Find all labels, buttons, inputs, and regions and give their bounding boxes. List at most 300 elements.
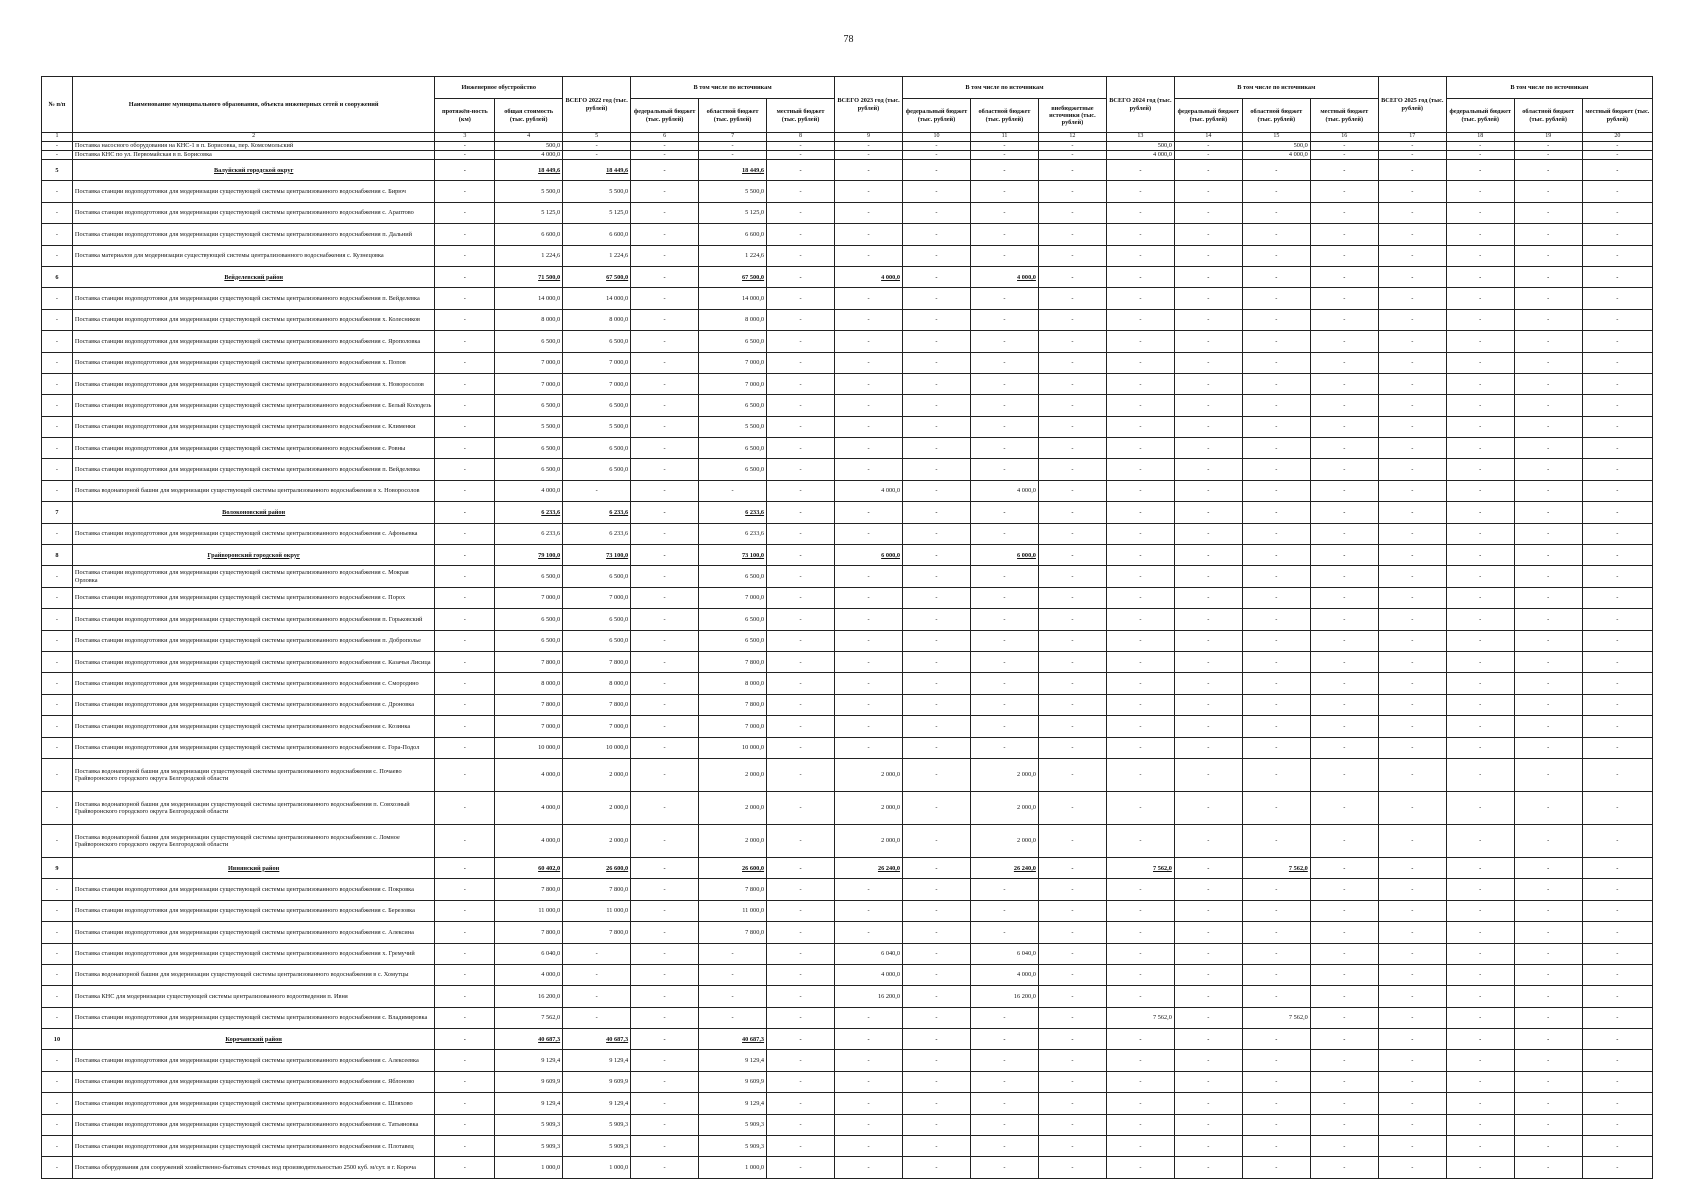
value-cell: 6 233,6 <box>699 502 767 523</box>
value-cell: - <box>1446 331 1514 352</box>
value-cell: - <box>903 673 971 694</box>
value-cell: - <box>767 791 835 824</box>
value-cell: - <box>435 879 495 900</box>
value-cell: - <box>767 416 835 437</box>
value-cell: - <box>1038 181 1106 202</box>
value-cell: 5 909,3 <box>495 1136 563 1157</box>
value-cell: 40 687,3 <box>699 1029 767 1050</box>
value-cell: - <box>903 609 971 630</box>
table-row <box>42 416 1653 437</box>
column-number-row <box>42 133 1653 142</box>
value-cell: - <box>1582 1007 1652 1028</box>
value-cell: - <box>1106 651 1174 672</box>
value-cell: 7 800,0 <box>563 694 631 715</box>
value-cell: - <box>435 609 495 630</box>
value-cell: - <box>1582 716 1652 737</box>
value-cell: - <box>1378 1050 1446 1071</box>
value-cell: 9 609,9 <box>699 1071 767 1092</box>
value-cell: - <box>1174 922 1242 943</box>
row-number: - <box>42 202 73 223</box>
value-cell: - <box>1174 331 1242 352</box>
value-cell: - <box>835 1093 903 1114</box>
column-number-cell: 12 <box>1038 133 1106 142</box>
value-cell: - <box>1106 943 1174 964</box>
table-row <box>42 566 1653 587</box>
header-sources-2024: В том числе по источникам <box>1174 77 1378 99</box>
value-cell: 4 000,0 <box>835 480 903 501</box>
value-cell: - <box>903 758 971 791</box>
value-cell: - <box>435 964 495 985</box>
value-cell: - <box>1378 986 1446 1007</box>
value-cell: - <box>1446 545 1514 566</box>
value-cell: 40 687,3 <box>563 1029 631 1050</box>
object-name: Поставка станции водоподготовки для модернизации существующей системы централизованного водоснабжения х. Колесников <box>72 309 435 330</box>
value-cell: - <box>1174 181 1242 202</box>
row-number: 10 <box>42 1029 73 1050</box>
value-cell: - <box>767 1029 835 1050</box>
value-cell: - <box>631 202 699 223</box>
value-cell: - <box>767 758 835 791</box>
value-cell: - <box>1514 331 1582 352</box>
value-cell: 7 000,0 <box>563 587 631 608</box>
value-cell: - <box>1106 202 1174 223</box>
value-cell: - <box>1582 416 1652 437</box>
value-cell: - <box>903 373 971 394</box>
value-cell: - <box>903 480 971 501</box>
value-cell: - <box>1310 964 1378 985</box>
value-cell: - <box>1174 900 1242 921</box>
value-cell: - <box>1106 288 1174 309</box>
value-cell: - <box>1174 609 1242 630</box>
value-cell: - <box>835 459 903 480</box>
value-cell: - <box>631 879 699 900</box>
value-cell: 5 125,0 <box>563 202 631 223</box>
row-number: - <box>42 1114 73 1135</box>
value-cell: - <box>1582 438 1652 459</box>
value-cell: 8 000,0 <box>563 309 631 330</box>
value-cell: - <box>903 1157 971 1178</box>
value-cell: - <box>903 438 971 459</box>
value-cell: - <box>1106 922 1174 943</box>
value-cell: - <box>631 142 699 151</box>
value-cell: - <box>1174 879 1242 900</box>
value-cell: 9 609,9 <box>563 1071 631 1092</box>
value-cell: - <box>1038 352 1106 373</box>
value-cell: - <box>903 922 971 943</box>
value-cell: - <box>970 716 1038 737</box>
value-cell: - <box>1310 395 1378 416</box>
value-cell: 500,0 <box>1242 142 1310 151</box>
value-cell: - <box>1174 1050 1242 1071</box>
value-cell: - <box>767 900 835 921</box>
value-cell: 9 129,4 <box>563 1050 631 1071</box>
value-cell: - <box>1310 142 1378 151</box>
value-cell: - <box>1514 758 1582 791</box>
value-cell: - <box>631 1136 699 1157</box>
value-cell: - <box>1106 224 1174 245</box>
value-cell: - <box>1378 523 1446 544</box>
row-number: - <box>42 373 73 394</box>
value-cell: - <box>1038 1093 1106 1114</box>
table-row <box>42 673 1653 694</box>
object-name: Поставка станции водоподготовки для модернизации существующей системы централизованного водоснабжения с. Гора-Подол <box>72 737 435 758</box>
value-cell: 7 562,0 <box>1242 1007 1310 1028</box>
object-name: Поставка станции водоподготовки для модернизации существующей системы централизованного водоснабжения с. Мокрая Орловка <box>72 566 435 587</box>
value-cell: - <box>1514 352 1582 373</box>
value-cell: - <box>1174 694 1242 715</box>
table-row <box>42 142 1653 151</box>
value-cell: - <box>1582 245 1652 266</box>
value-cell: - <box>1038 459 1106 480</box>
municipality-name: Волоконовский район <box>72 502 435 523</box>
value-cell: 26 600,0 <box>563 857 631 878</box>
value-cell: - <box>1038 545 1106 566</box>
row-number: - <box>42 181 73 202</box>
value-cell: - <box>1106 964 1174 985</box>
value-cell: - <box>1174 651 1242 672</box>
value-cell: - <box>1174 288 1242 309</box>
value-cell: - <box>435 309 495 330</box>
value-cell: - <box>903 1007 971 1028</box>
value-cell: 4 000,0 <box>495 151 563 160</box>
value-cell: - <box>767 964 835 985</box>
value-cell: - <box>1514 1093 1582 1114</box>
row-number: - <box>42 1136 73 1157</box>
value-cell: - <box>1310 737 1378 758</box>
value-cell: - <box>1106 181 1174 202</box>
value-cell: - <box>1106 545 1174 566</box>
value-cell: - <box>1378 857 1446 878</box>
value-cell: - <box>1038 651 1106 672</box>
value-cell: 7 800,0 <box>699 922 767 943</box>
value-cell: - <box>903 331 971 352</box>
value-cell: - <box>1310 309 1378 330</box>
value-cell: - <box>1582 651 1652 672</box>
value-cell: - <box>1242 1157 1310 1178</box>
value-cell: - <box>970 224 1038 245</box>
value-cell: - <box>1582 943 1652 964</box>
value-cell: - <box>1038 309 1106 330</box>
column-number-cell: 19 <box>1514 133 1582 142</box>
column-number-cell: 10 <box>903 133 971 142</box>
value-cell: - <box>1106 791 1174 824</box>
object-name: Поставка водонапорной башни для модернизации существующей системы централизованного водоснабжения с. Почаево Грайворонского городского округа Белгородской области <box>72 758 435 791</box>
value-cell: - <box>1514 900 1582 921</box>
value-cell: - <box>1514 986 1582 1007</box>
value-cell: - <box>1310 416 1378 437</box>
value-cell: - <box>1038 737 1106 758</box>
table-row <box>42 986 1653 1007</box>
value-cell: - <box>1582 1157 1652 1178</box>
value-cell: - <box>1310 181 1378 202</box>
value-cell: - <box>1174 224 1242 245</box>
value-cell: - <box>1514 1071 1582 1092</box>
value-cell: - <box>1038 943 1106 964</box>
value-cell: - <box>1446 416 1514 437</box>
value-cell: - <box>435 943 495 964</box>
value-cell: - <box>1514 630 1582 651</box>
value-cell: - <box>699 1007 767 1028</box>
value-cell: - <box>1378 160 1446 181</box>
value-cell: - <box>1106 758 1174 791</box>
value-cell: - <box>1514 737 1582 758</box>
header-total-2022: ВСЕГО 2022 год (тыс. рублей) <box>563 77 631 133</box>
value-cell: - <box>1514 651 1582 672</box>
table-row <box>42 1136 1653 1157</box>
value-cell: - <box>1106 1093 1174 1114</box>
value-cell: - <box>970 694 1038 715</box>
value-cell: - <box>1106 566 1174 587</box>
value-cell: - <box>1174 395 1242 416</box>
object-name: Поставка станции водоподготовки для модернизации существующей системы централизованного водоснабжения х. Новоросолов <box>72 373 435 394</box>
value-cell: 7 000,0 <box>495 716 563 737</box>
value-cell: - <box>1378 758 1446 791</box>
value-cell: - <box>1174 943 1242 964</box>
value-cell: - <box>970 309 1038 330</box>
value-cell: - <box>903 459 971 480</box>
value-cell: 7 800,0 <box>563 879 631 900</box>
value-cell: - <box>1106 1050 1174 1071</box>
value-cell: - <box>835 587 903 608</box>
row-number: - <box>42 986 73 1007</box>
value-cell: - <box>835 716 903 737</box>
value-cell: - <box>903 288 971 309</box>
value-cell: 7 000,0 <box>699 373 767 394</box>
header-total-cost: общая стоимость (тыс. рублей) <box>495 99 563 133</box>
value-cell: - <box>767 459 835 480</box>
value-cell: - <box>835 309 903 330</box>
value-cell: 67 500,0 <box>563 266 631 287</box>
value-cell: - <box>1582 459 1652 480</box>
value-cell: - <box>1310 630 1378 651</box>
value-cell: - <box>1514 202 1582 223</box>
value-cell: - <box>970 566 1038 587</box>
value-cell: - <box>1242 480 1310 501</box>
value-cell: - <box>1514 1050 1582 1071</box>
value-cell: 6 500,0 <box>563 331 631 352</box>
value-cell: - <box>1174 160 1242 181</box>
value-cell: - <box>1038 964 1106 985</box>
value-cell: - <box>903 416 971 437</box>
value-cell: - <box>631 224 699 245</box>
value-cell: - <box>1038 857 1106 878</box>
value-cell: - <box>1378 309 1446 330</box>
value-cell: 7 000,0 <box>563 352 631 373</box>
value-cell: 6 500,0 <box>495 395 563 416</box>
table-row <box>42 373 1653 394</box>
value-cell: - <box>1446 373 1514 394</box>
value-cell: - <box>631 630 699 651</box>
value-cell: - <box>1446 986 1514 1007</box>
value-cell: - <box>970 151 1038 160</box>
value-cell: - <box>1310 587 1378 608</box>
value-cell: - <box>835 609 903 630</box>
value-cell: - <box>767 1157 835 1178</box>
value-cell: - <box>1378 1071 1446 1092</box>
value-cell: - <box>1446 964 1514 985</box>
value-cell: - <box>435 737 495 758</box>
value-cell: - <box>767 587 835 608</box>
value-cell: - <box>767 224 835 245</box>
header-local-2022: местный бюджет (тыс. рублей) <box>767 99 835 133</box>
header-total-2023: ВСЕГО 2023 год (тыс. рублей) <box>835 77 903 133</box>
value-cell: - <box>970 737 1038 758</box>
value-cell: 9 609,9 <box>495 1071 563 1092</box>
value-cell: 14 000,0 <box>495 288 563 309</box>
value-cell: 7 000,0 <box>495 352 563 373</box>
header-sources-2025: В том числе по источникам <box>1446 77 1652 99</box>
value-cell: - <box>767 673 835 694</box>
value-cell: - <box>835 331 903 352</box>
value-cell: - <box>1310 523 1378 544</box>
table-row <box>42 1050 1653 1071</box>
value-cell: - <box>1242 416 1310 437</box>
value-cell: - <box>835 181 903 202</box>
value-cell: - <box>435 160 495 181</box>
value-cell: - <box>699 480 767 501</box>
value-cell: 7 000,0 <box>563 373 631 394</box>
value-cell: - <box>563 964 631 985</box>
value-cell: - <box>1038 142 1106 151</box>
column-number-cell: 9 <box>835 133 903 142</box>
value-cell: - <box>1038 587 1106 608</box>
value-cell: 14 000,0 <box>563 288 631 309</box>
value-cell: - <box>903 824 971 857</box>
value-cell: - <box>970 142 1038 151</box>
value-cell: - <box>1310 245 1378 266</box>
value-cell: - <box>767 737 835 758</box>
value-cell: - <box>1310 1050 1378 1071</box>
object-name: Поставка станции водоподготовки для модернизации существующей системы централизованного водоснабжения п. Вейделевка <box>72 288 435 309</box>
column-number-cell: 11 <box>970 133 1038 142</box>
value-cell: - <box>903 964 971 985</box>
value-cell: - <box>835 1029 903 1050</box>
value-cell: - <box>1242 986 1310 1007</box>
value-cell: - <box>1242 758 1310 791</box>
value-cell: - <box>1310 160 1378 181</box>
value-cell: 4 000,0 <box>835 266 903 287</box>
value-cell: - <box>1446 480 1514 501</box>
object-name: Поставка станции водоподготовки для модернизации существующей системы централизованного водоснабжения с. Смородино <box>72 673 435 694</box>
value-cell: 4 000,0 <box>495 480 563 501</box>
value-cell: - <box>435 181 495 202</box>
value-cell: - <box>835 1050 903 1071</box>
header-regional-2022: областной бюджет (тыс. рублей) <box>699 99 767 133</box>
value-cell: - <box>1446 758 1514 791</box>
value-cell: - <box>631 922 699 943</box>
value-cell: - <box>631 352 699 373</box>
value-cell: - <box>1174 459 1242 480</box>
value-cell: - <box>631 737 699 758</box>
value-cell: - <box>1378 651 1446 672</box>
value-cell: - <box>767 352 835 373</box>
value-cell: - <box>903 502 971 523</box>
value-cell: - <box>970 1114 1038 1135</box>
value-cell: - <box>1038 922 1106 943</box>
value-cell: - <box>1446 502 1514 523</box>
value-cell: - <box>903 1136 971 1157</box>
value-cell: 6 500,0 <box>699 395 767 416</box>
value-cell: - <box>903 694 971 715</box>
value-cell: - <box>1106 1157 1174 1178</box>
table-row <box>42 943 1653 964</box>
value-cell: - <box>1310 502 1378 523</box>
value-cell: - <box>1310 1007 1378 1028</box>
value-cell: - <box>767 309 835 330</box>
value-cell: - <box>1514 694 1582 715</box>
value-cell: - <box>1242 609 1310 630</box>
value-cell: - <box>767 1007 835 1028</box>
value-cell: 4 000,0 <box>495 758 563 791</box>
row-number: - <box>42 1007 73 1028</box>
value-cell: - <box>1038 1029 1106 1050</box>
object-name: Поставка станции водоподготовки для модернизации существующей системы централизованного водоснабжения с. Березовка <box>72 900 435 921</box>
value-cell: - <box>970 879 1038 900</box>
column-number-cell: 3 <box>435 133 495 142</box>
value-cell: - <box>1174 438 1242 459</box>
value-cell: - <box>1446 523 1514 544</box>
value-cell: 6 500,0 <box>495 609 563 630</box>
value-cell: - <box>1038 879 1106 900</box>
value-cell: - <box>1038 758 1106 791</box>
value-cell: - <box>631 309 699 330</box>
value-cell: - <box>435 1071 495 1092</box>
value-cell: - <box>1106 900 1174 921</box>
value-cell: - <box>1582 900 1652 921</box>
value-cell: - <box>1514 1114 1582 1135</box>
value-cell: - <box>1446 900 1514 921</box>
value-cell: - <box>631 943 699 964</box>
value-cell: 6 500,0 <box>495 331 563 352</box>
value-cell: 16 200,0 <box>835 986 903 1007</box>
value-cell: - <box>1242 943 1310 964</box>
value-cell: - <box>1378 202 1446 223</box>
value-cell: - <box>835 523 903 544</box>
row-number: - <box>42 395 73 416</box>
row-number: - <box>42 459 73 480</box>
value-cell: - <box>835 1007 903 1028</box>
value-cell: - <box>767 160 835 181</box>
value-cell: - <box>1038 1114 1106 1135</box>
value-cell: - <box>1378 266 1446 287</box>
value-cell: 1 224,6 <box>563 245 631 266</box>
value-cell: - <box>970 160 1038 181</box>
value-cell: - <box>1582 694 1652 715</box>
value-cell: - <box>1378 824 1446 857</box>
value-cell: - <box>1106 395 1174 416</box>
value-cell: - <box>1378 694 1446 715</box>
table-row <box>42 523 1653 544</box>
value-cell: - <box>435 331 495 352</box>
table-row <box>42 202 1653 223</box>
value-cell: - <box>1514 459 1582 480</box>
value-cell: - <box>1310 224 1378 245</box>
value-cell: - <box>1582 824 1652 857</box>
column-number-cell: 5 <box>563 133 631 142</box>
column-number-cell: 13 <box>1106 133 1174 142</box>
value-cell: - <box>970 438 1038 459</box>
value-cell: - <box>435 651 495 672</box>
value-cell: - <box>1446 609 1514 630</box>
object-name: Поставка станции водоподготовки для модернизации существующей системы централизованного водоснабжения с. Татьяновка <box>72 1114 435 1135</box>
value-cell: - <box>1174 986 1242 1007</box>
row-number: - <box>42 480 73 501</box>
investment-table-container <box>41 76 1653 1179</box>
value-cell: - <box>1038 900 1106 921</box>
municipality-row <box>42 1029 1653 1050</box>
value-cell: - <box>1446 395 1514 416</box>
value-cell: 11 000,0 <box>563 900 631 921</box>
